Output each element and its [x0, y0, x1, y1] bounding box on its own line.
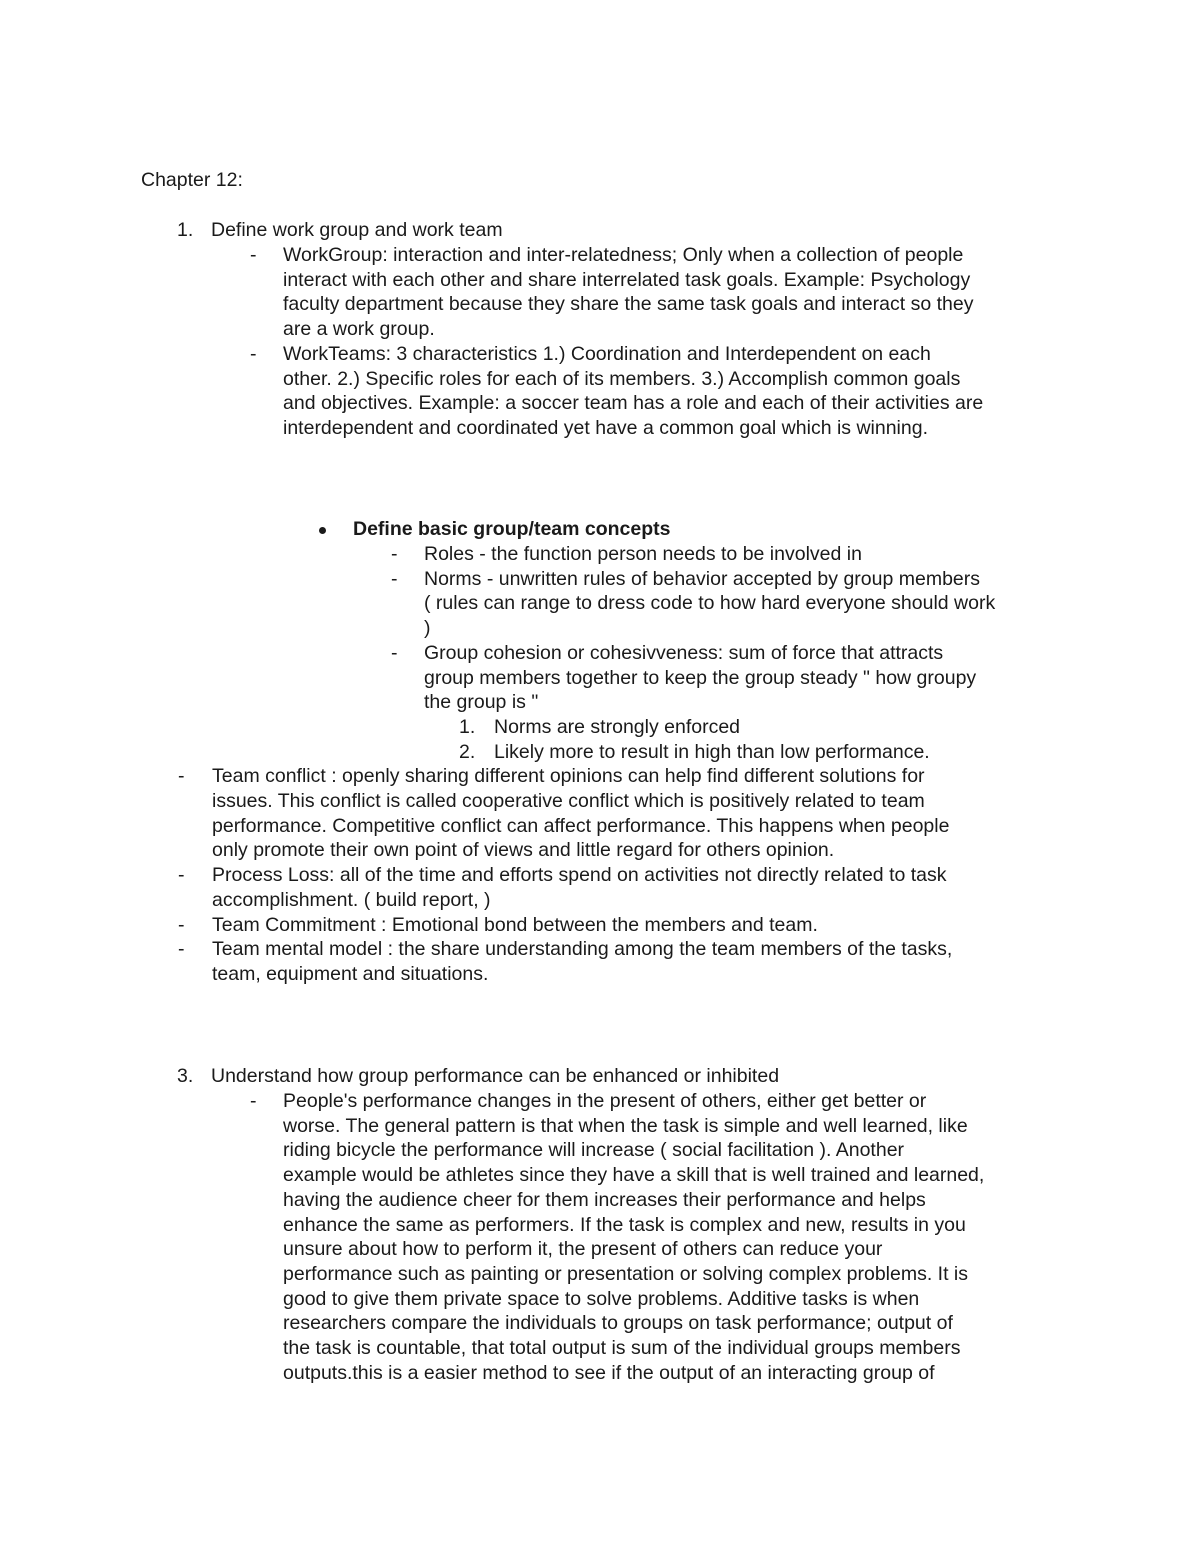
concept-outer-item-text: only promote their own point of views and little regard for others opinion. — [212, 839, 835, 862]
list-item-text: enhance the same as performers. If the task is complex and new, results in you — [283, 1213, 966, 1236]
list-item-text: good to give them private space to solve problems. Additive tasks is when — [283, 1287, 920, 1310]
list-item-text: researchers compare the individuals to groups on task performance; output of — [283, 1312, 953, 1335]
section-heading: Define work group and work team — [211, 219, 503, 241]
list-item-text: faculty department because they share the same task goals and interact so they — [283, 293, 974, 316]
list-item-text: WorkGroup: interaction and inter-relatedness; Only when a collection of people — [283, 244, 964, 266]
list-item-marker: - — [250, 1090, 257, 1112]
concept-item-text: group members together to keep the group steady " how groupy — [424, 666, 977, 689]
list-item-marker: - — [250, 342, 257, 365]
concept-outer-item-text: performance. Competitive conflict can affect performance. This happens when people — [212, 814, 950, 837]
list-item-text: the task is countable, that total output is sum of the individual groups members — [283, 1337, 961, 1359]
subsection-heading: Define basic group/team concepts — [353, 518, 671, 540]
concept-item-text: ) — [424, 617, 431, 640]
concept-item-marker: - — [391, 567, 398, 590]
section-number: 3. — [177, 1065, 194, 1087]
list-item-text: People's performance changes in the present of others, either get better or — [283, 1090, 927, 1112]
section-number: 1. — [177, 219, 194, 241]
list-item-text: and objectives. Example: a soccer team has a role and each of their activities are — [283, 392, 984, 415]
numbered-marker: 1. — [459, 715, 476, 738]
list-item-text: riding bicycle the performance will increase ( social facilitation ). Another — [283, 1139, 905, 1162]
concept-outer-item-text: issues. This conflict is called cooperative conflict which is positively related to team — [212, 790, 925, 812]
concept-item-marker: - — [391, 641, 398, 664]
concept-item-marker: - — [391, 543, 398, 565]
list-item-text: worse. The general pattern is that when the task is simple and well learned, like — [283, 1114, 968, 1137]
list-item-text: WorkTeams: 3 characteristics 1.) Coordination and Interdependent on each — [283, 342, 931, 365]
list-item-text: outputs.this is a easier method to see if the output of an interacting group of — [283, 1361, 935, 1384]
concept-outer-item-marker: - — [178, 864, 185, 887]
concept-outer-item-text: team, equipment and situations. — [212, 962, 489, 985]
concept-item-text: ( rules can range to dress code to how hard everyone should work — [424, 592, 996, 615]
list-item-marker: - — [250, 244, 257, 266]
concept-outer-item-text: Team Commitment : Emotional bond between the members and team. — [212, 913, 818, 936]
list-item-text: are a work group. — [283, 318, 435, 341]
concept-outer-item-text: Team mental model : the share understanding among the team members of the tasks, — [212, 938, 953, 961]
list-item-text: having the audience cheer for them increases their performance and helps — [283, 1188, 926, 1211]
concept-item-text: Group cohesion or cohesivveness: sum of force that attracts — [424, 641, 944, 664]
numbered-item: Likely more to result in high than low performance. — [494, 740, 930, 763]
concept-outer-item-marker: - — [178, 765, 185, 788]
bullet-dot-icon — [319, 527, 326, 534]
concept-outer-item-marker: - — [178, 938, 185, 961]
concept-outer-item-marker: - — [178, 913, 185, 936]
chapter-title: Chapter 12: — [141, 169, 243, 191]
concept-outer-item-text: Process Loss: all of the time and efforts spend on activities not directly related to task — [212, 864, 947, 887]
list-item-text: performance such as painting or presentation or solving complex problems. It is — [283, 1262, 969, 1285]
section-heading: Understand how group performance can be enhanced or inhibited — [211, 1065, 780, 1087]
concept-outer-item-text: accomplishment. ( build report, ) — [212, 888, 491, 911]
list-item-text: interact with each other and share interrelated task goals. Example: Psychology — [283, 268, 971, 291]
list-item-text: interdependent and coordinated yet have a common goal which is winning. — [283, 416, 928, 439]
list-item-text: unsure about how to perform it, the present of others can reduce your — [283, 1238, 883, 1261]
numbered-item: Norms are strongly enforced — [494, 715, 741, 738]
concept-item-text: Norms - unwritten rules of behavior accepted by group members — [424, 567, 980, 590]
concept-item-text: the group is " — [424, 691, 539, 714]
list-item-text: example would be athletes since they have a skill that is well trained and learned, — [283, 1164, 985, 1187]
numbered-marker: 2. — [459, 740, 476, 763]
concept-outer-item-text: Team conflict : openly sharing different opinions can help find different solutions for — [212, 765, 925, 788]
list-item-text: other. 2.) Specific roles for each of its members. 3.) Accomplish common goals — [283, 367, 961, 390]
concept-item-text: Roles - the function person needs to be involved in — [424, 543, 862, 565]
